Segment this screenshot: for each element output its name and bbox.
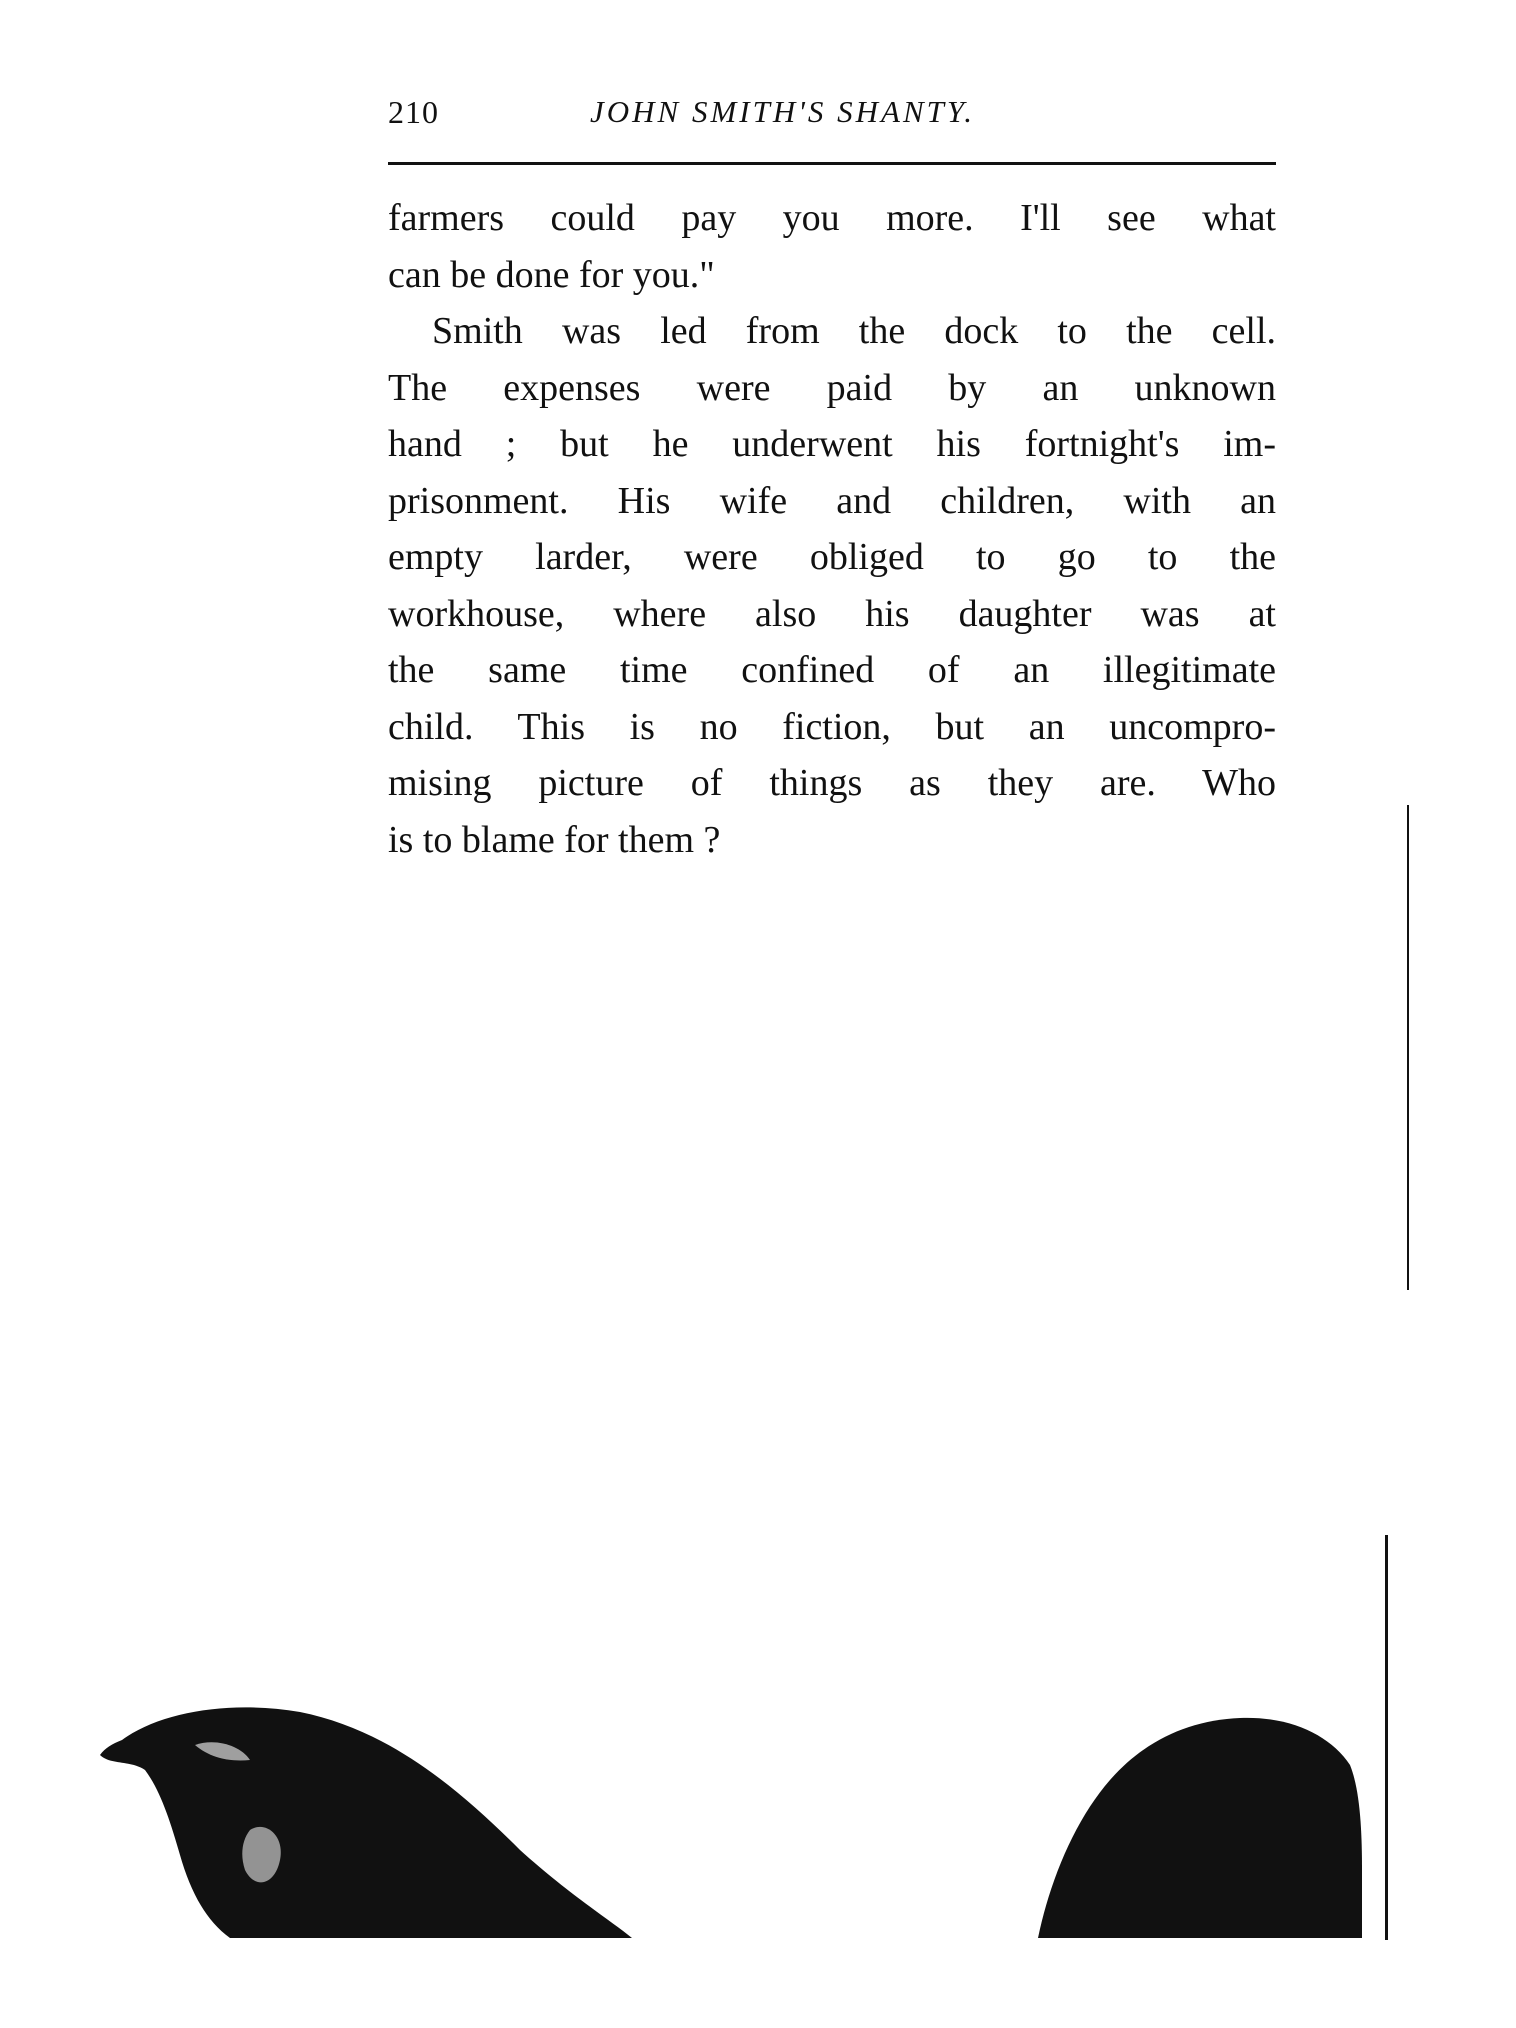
- text-line: is to blame for them ?: [388, 818, 721, 861]
- text-line: mising picture of things as they are. Who: [388, 762, 1276, 804]
- text-line: the same time confined of an illegitimate: [388, 649, 1276, 691]
- text-line: Smith was led from the dock to the cell.: [432, 310, 1276, 352]
- left-blot-highlight: [195, 1742, 250, 1760]
- left-blot-speckle: [242, 1827, 281, 1882]
- left-shadow-blot: [100, 1707, 632, 1938]
- text-line: empty larder, were obliged to go to the: [388, 536, 1276, 578]
- text-line: workhouse, where also his daughter was at: [388, 592, 1276, 635]
- scan-edge-line-lower: [1385, 1535, 1388, 1940]
- text-line: farmers could pay you more. I'll see what: [388, 197, 1276, 239]
- running-title: JOHN SMITH'S SHANTY.: [590, 94, 976, 129]
- scan-edge-line-upper: [1407, 805, 1409, 1290]
- header-rule: [388, 162, 1276, 165]
- right-shadow-blot: [1038, 1718, 1362, 1938]
- text-line: prisonment. His wife and children, with an: [388, 479, 1276, 522]
- text-line: The expenses were paid by an unknown: [388, 366, 1276, 409]
- body-text: [388, 190, 1276, 868]
- text-line: hand ; but he underwent his fortnight's im-: [388, 423, 1276, 465]
- page-header: [388, 92, 1276, 142]
- page-number: 210: [388, 94, 439, 130]
- text-line: can be done for you.": [388, 253, 715, 296]
- text-line: child. This is no fiction, but an uncompro-: [388, 705, 1276, 748]
